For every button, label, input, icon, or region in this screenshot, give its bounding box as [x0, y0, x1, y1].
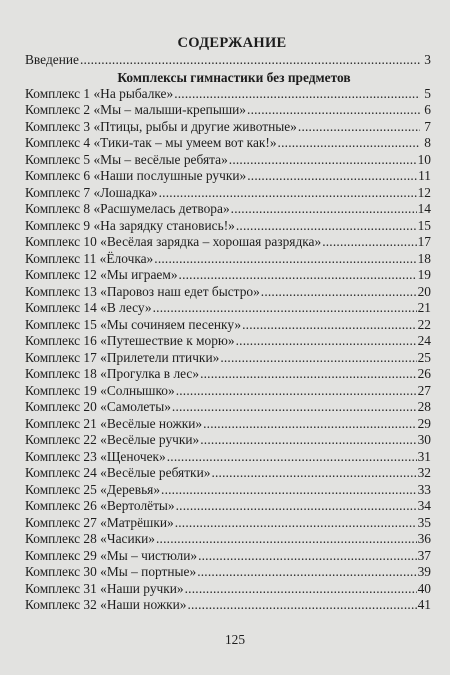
toc-entry-row [25, 449, 431, 466]
toc-entry-page: 17 [417, 234, 431, 249]
toc-entry-row [25, 152, 431, 169]
toc-entry-label: Комплекс 16 «Путешествие к морю» [25, 333, 235, 348]
toc-entry-row [25, 383, 431, 400]
toc-entry-row [25, 86, 431, 103]
toc-entry-label: Комплекс 9 «На зарядку становись!» [25, 217, 235, 233]
dot-leader [261, 284, 417, 301]
toc-entry-page: 8 [424, 135, 431, 150]
dot-leader [176, 498, 417, 515]
toc-entry-page: 3 [424, 52, 431, 67]
toc-entry-row [25, 135, 431, 152]
dot-leader [211, 465, 416, 482]
dot-leader [159, 185, 417, 202]
toc-entry-label: Комплекс 28 «Часики» [25, 531, 155, 546]
toc-entry-page: 29 [417, 415, 431, 431]
dot-leader [247, 168, 417, 185]
toc-entry-row [25, 416, 431, 433]
toc-entry-label: Комплекс 20 «Самолеты» [25, 399, 171, 414]
page-number: 125 [224, 632, 246, 647]
section-heading: Комплексы гимнастики без предметов [117, 69, 351, 85]
toc-entry-label: Комплекс 31 «Наши ручки» [25, 580, 184, 596]
toc-entry-page: 34 [417, 498, 431, 513]
toc-entry-page: 10 [417, 151, 431, 167]
dot-leader [185, 581, 417, 598]
toc-entry-page: 19 [417, 267, 431, 282]
toc-entry-label: Комплекс 21 «Весёлые ножки» [25, 415, 203, 431]
toc-entry-row [25, 581, 431, 598]
toc-list [25, 86, 431, 614]
toc-entry-row [25, 201, 431, 218]
dot-leader [167, 449, 417, 466]
toc-entry-label: Комплекс 7 «Лошадка» [25, 184, 158, 200]
toc-entry-page: 24 [417, 333, 431, 348]
toc-entry-row [25, 531, 431, 548]
page-title: СОДЕРЖАНИЕ [177, 35, 287, 51]
toc-entry-label: Комплекс 14 «В лесу» [25, 300, 152, 315]
toc-entry-page: 5 [424, 85, 431, 101]
toc-entry-page: 36 [417, 531, 431, 546]
toc-entry-page: 20 [417, 283, 431, 299]
toc-entry-row [25, 498, 431, 515]
toc-entry-page: 33 [417, 481, 431, 497]
toc-entry-label: Комплекс 17 «Прилетели птички» [25, 349, 220, 365]
toc-entry-page: 27 [417, 382, 431, 398]
toc-entry-label: Комплекс 5 «Мы – весёлые ребята» [25, 151, 228, 167]
toc-entry-page: 40 [417, 580, 431, 596]
toc-entry-row [25, 251, 431, 268]
toc-entry-page: 30 [417, 432, 431, 447]
dot-leader [278, 135, 420, 152]
toc-entry-label: Комплекс 23 «Щеночек» [25, 448, 166, 464]
toc-entry-label: Комплекс 19 «Солнышко» [25, 382, 175, 398]
toc-entry-row [25, 432, 431, 449]
toc-entry-label: Комплекс 10 «Весёлая зарядка – хорошая разрядка» [25, 234, 322, 249]
toc-entry-page: 7 [424, 118, 431, 134]
toc-entry-row [25, 317, 431, 334]
toc-entry-row [25, 350, 431, 367]
dot-leader [236, 333, 417, 350]
toc-entry-label: Комплекс 13 «Паровоз наш едет быстро» [25, 283, 260, 299]
toc-entry-row [25, 119, 431, 136]
toc-entry-label: Комплекс 3 «Птицы, рыбы и другие животные» [25, 118, 297, 134]
toc-entry-row [25, 465, 431, 482]
dot-leader [198, 548, 417, 565]
dot-leader [229, 152, 417, 169]
toc-entry-page: 32 [417, 465, 431, 480]
dot-leader [174, 86, 420, 103]
toc-entry-page: 35 [417, 514, 431, 530]
toc-entry-label: Комплекс 30 «Мы – портные» [25, 564, 197, 579]
dot-leader [322, 234, 416, 251]
toc-entry-page: 18 [417, 250, 431, 266]
toc-entry-label: Комплекс 8 «Расшумелась детвора» [25, 201, 230, 216]
dot-leader [154, 251, 416, 268]
toc-entry-row [25, 548, 431, 565]
dot-leader [179, 267, 417, 284]
toc-entry-row [25, 515, 431, 532]
toc-entry-label: Комплекс 18 «Прогулка в лес» [25, 366, 200, 381]
dot-leader [242, 317, 417, 334]
toc-entry-page: 26 [417, 366, 431, 381]
toc-entry-row [25, 597, 431, 614]
toc-entry-row [25, 267, 431, 284]
toc-entry-row [25, 284, 431, 301]
toc-entry-page: 22 [417, 316, 431, 332]
dot-leader [172, 399, 417, 416]
toc-entry-page: 14 [417, 201, 431, 216]
toc-entry-page: 28 [417, 399, 431, 414]
toc-entry-page: 41 [417, 597, 431, 612]
dot-leader [220, 350, 416, 367]
toc-entry-label: Комплекс 27 «Матрёшки» [25, 514, 174, 530]
toc-entry-row [25, 168, 431, 185]
dot-leader [175, 515, 417, 532]
toc-entry-row [25, 333, 431, 350]
toc-entry-row [25, 366, 431, 383]
toc-entry-page: 15 [417, 217, 431, 233]
dot-leader [161, 482, 417, 499]
dot-leader [156, 531, 417, 548]
toc-entry-row [25, 234, 431, 251]
toc-entry-label: Комплекс 15 «Мы сочиняем песенку» [25, 316, 242, 332]
toc-entry-label: Комплекс 11 «Ёлочка» [25, 250, 154, 266]
toc-entry-label: Комплекс 32 «Наши ножки» [25, 597, 187, 612]
dot-leader [187, 597, 416, 614]
dot-leader [176, 383, 417, 400]
toc-entry-label: Комплекс 22 «Весёлые ручки» [25, 432, 200, 447]
dot-leader [197, 564, 416, 581]
toc-entry-row [25, 102, 431, 119]
toc-intro-row [25, 52, 431, 69]
toc-entry-page: 37 [417, 547, 431, 563]
dot-leader [247, 102, 420, 119]
toc-entry-page: 31 [417, 448, 431, 464]
toc-entry-label: Комплекс 1 «На рыбалке» [25, 85, 174, 101]
toc-entry-row [25, 300, 431, 317]
toc-entry-label: Комплекс 25 «Деревья» [25, 481, 161, 497]
toc-entry-row [25, 564, 431, 581]
dot-leader [200, 432, 416, 449]
toc-entry-page: 6 [424, 102, 431, 117]
dot-leader [200, 366, 417, 383]
toc-entry-label: Комплекс 2 «Мы – малыши-крепыши» [25, 102, 247, 117]
dot-leader [153, 300, 417, 317]
toc-entry-page: 21 [417, 300, 431, 315]
toc-entry-row [25, 399, 431, 416]
toc-entry-page: 39 [417, 564, 431, 579]
toc-entry-page: 12 [417, 184, 431, 200]
dot-leader [203, 416, 417, 433]
toc-entry-label: Комплекс 4 «Тики-так – мы умеем вот как!» [25, 135, 277, 150]
toc-entry-label: Комплекс 12 «Мы играем» [25, 267, 178, 282]
toc-entry-page: 25 [417, 349, 431, 365]
toc-entry-row [25, 185, 431, 202]
dot-leader [231, 201, 417, 218]
toc-entry-page: 11 [418, 168, 431, 183]
toc-entry-label: Комплекс 6 «Наши послушные ручки» [25, 168, 247, 183]
toc-entry-label: Введение [25, 52, 79, 67]
dot-leader [236, 218, 417, 235]
dot-leader [80, 52, 420, 69]
toc-entry-row [25, 482, 431, 499]
dot-leader [298, 119, 420, 136]
toc-entry-row [25, 218, 431, 235]
toc-entry-label: Комплекс 26 «Вертолёты» [25, 498, 175, 513]
toc-entry-label: Комплекс 29 «Мы – чистюли» [25, 547, 198, 563]
toc-entry-label: Комплекс 24 «Весёлые ребятки» [25, 465, 211, 480]
